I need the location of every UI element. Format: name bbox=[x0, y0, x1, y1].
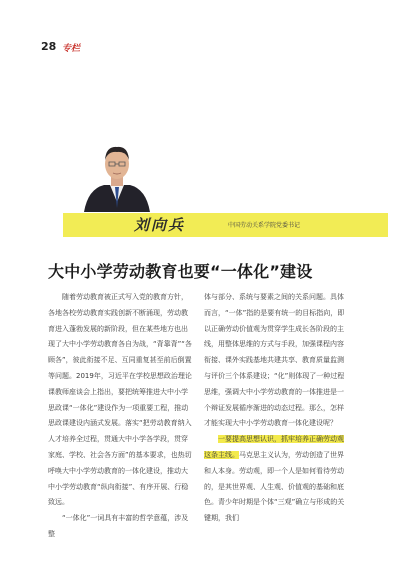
article-column-right bbox=[204, 290, 346, 527]
paragraph-continued: 体与部分、系统与要素之间的关系问题。具体而言，“一体”指的是要有统一的目标指向，即以正确劳动价值观为贯穿学生成长各阶段的主线，用整体思维的方式与手段，加强课程内容衔接、课外实践基地共建共享、教育质量监测与评价三个体系建设；“化”则体现了一种过程思维，强调大中小学劳动教育的一体推进是一个辩证发展循序渐进的动态过程。那么，怎样才能实现大中小学劳动教育一体化建设呢？ bbox=[204, 293, 345, 428]
section-name: 专栏 bbox=[62, 44, 81, 54]
article-title: 大中小学劳动教育也要“一体化”建设 bbox=[48, 262, 313, 281]
highlighted-sentence: 一要提高思想认识，抓牢培养正确劳动观这条主线。 bbox=[204, 435, 344, 459]
paragraph: 随着劳动教育被正式写入党的教育方针，各地各校劳动教育实践创新不断涌现，劳动教育进入蓬勃发展的新阶段，但在某些地方也出现了大中小学劳动教育各自为战，“背靠背”“各顾各”，彼此衔接不足、互同重复甚至前后倒置等问题。2019年，习近平在学校思想政治理论课教师座谈会上指出，要把统筹推进大中小学思政课“一体化”建设作为一项重要工程，推动思政课建设内涵式发展。落实“把劳动教育纳入人才培养全过程，贯通大中小学各学段，贯穿家庭、学校、社会各方面”的基本要求，也热切呼唤大中小学劳动教育的一体化建设，推动大中小学劳动教育“纵向衔接”、有序开展、行稳致远。 bbox=[48, 293, 192, 507]
paragraph bbox=[204, 432, 346, 527]
author-portrait bbox=[82, 142, 152, 212]
paragraph-text: 马克思主义认为，劳动创造了世界和人本身。劳动观，即一个人是如何看待劳动的，是其世界观、人生观、价值观的基础和底色。青少年时期是个体“三观”确立与形成的关键期，我们 bbox=[204, 450, 345, 523]
author-banner bbox=[63, 213, 388, 237]
page-number: 28 bbox=[41, 40, 57, 53]
paragraph: “一体化”一词具有丰富的哲学意蕴，涉及整 bbox=[48, 514, 189, 538]
paragraph bbox=[204, 290, 346, 432]
article-column-left bbox=[48, 290, 194, 543]
author-name: 刘向兵 bbox=[134, 216, 186, 234]
author-title: 中国劳动关系学院党委书记 bbox=[228, 222, 301, 229]
